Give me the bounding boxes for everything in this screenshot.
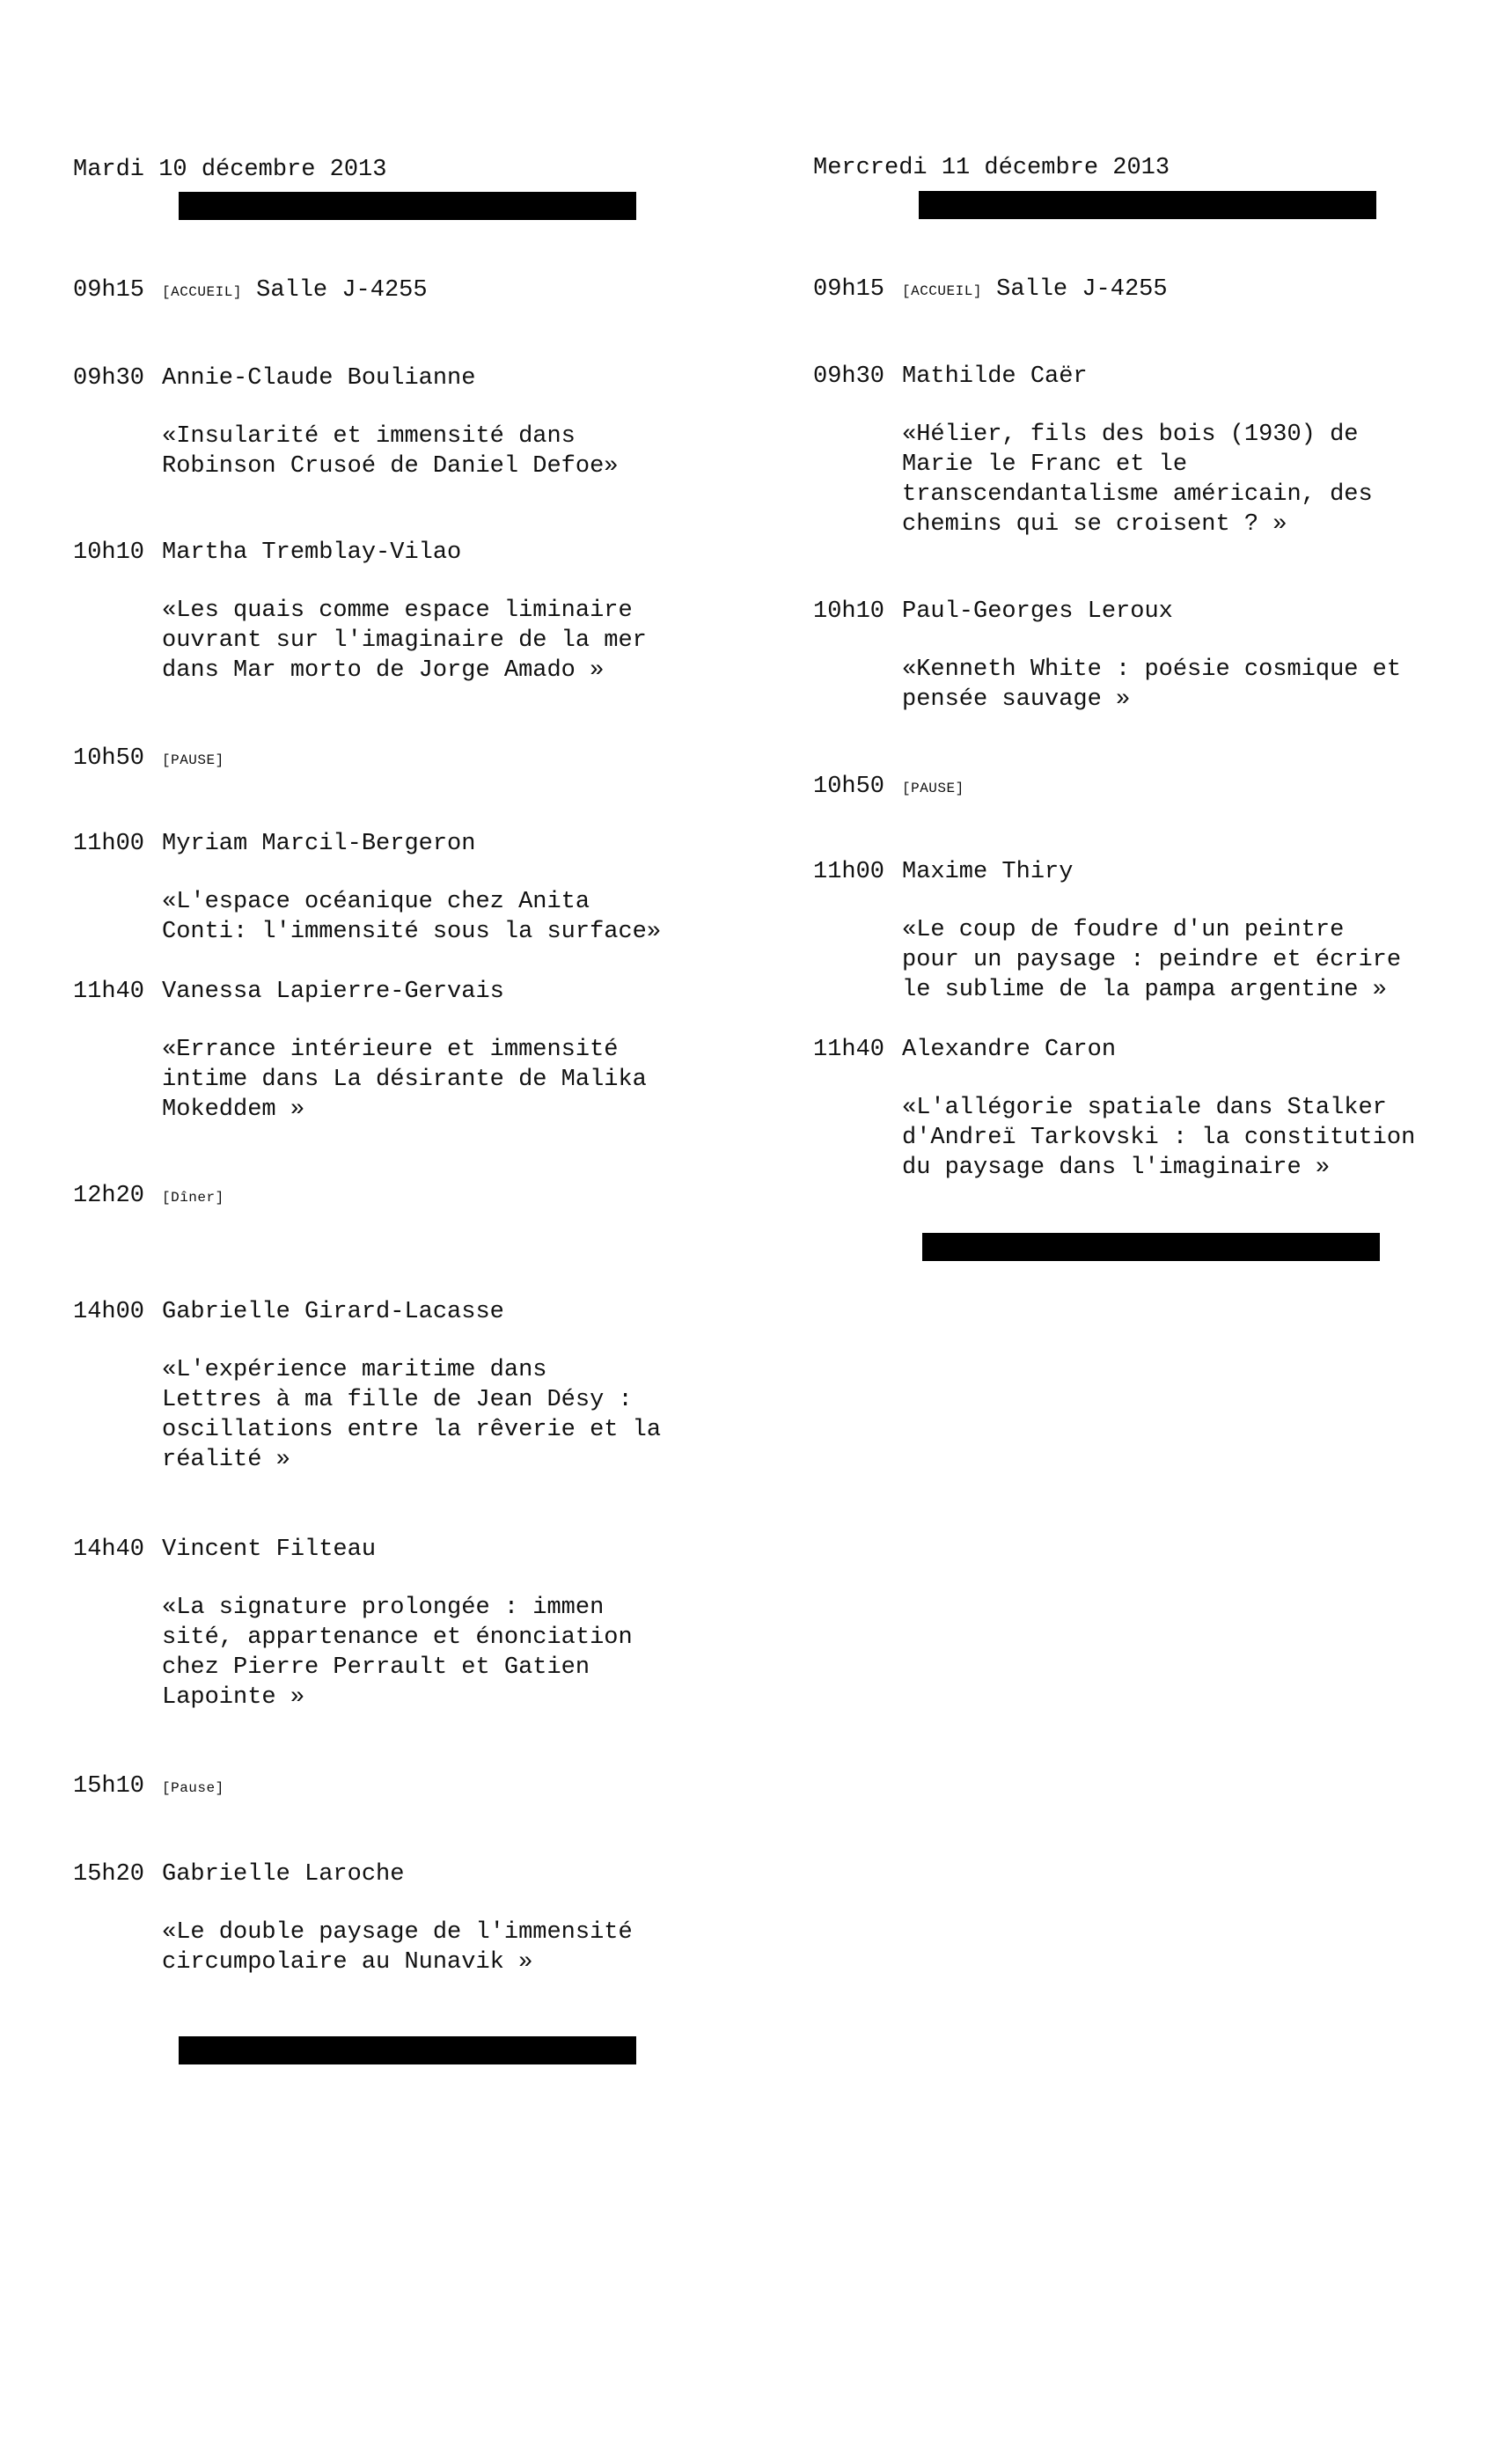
schedule-slot xyxy=(73,744,742,774)
schedule-slot xyxy=(813,597,1482,715)
slot-speaker: Myriam Marcil-Bergeron xyxy=(162,831,476,857)
slot-speaker: Vanessa Lapierre-Gervais xyxy=(162,979,504,1005)
slot-speaker: Paul-Georges Leroux xyxy=(902,598,1173,625)
day-column-wednesday xyxy=(813,0,1482,2464)
slot-time: 15h10 xyxy=(73,1773,145,1800)
slot-speaker: Alexandre Caron xyxy=(902,1037,1117,1063)
schedule-slot xyxy=(73,538,742,686)
slot-time: 11h40 xyxy=(813,1037,885,1063)
heading-bar xyxy=(919,191,1376,219)
schedule-slot xyxy=(73,1859,742,1977)
schedule-slot xyxy=(73,1297,742,1475)
schedule-slot xyxy=(73,829,742,947)
talk-title: «Insularité et immensité dans Robinson Crusoé de Daniel Defoe» xyxy=(162,423,619,480)
schedule-slot xyxy=(73,1535,742,1712)
talk-title: «La signature prolongée : immen sité, appartenance et énonciation chez Pierre Perrault et Gatien Lapointe » xyxy=(162,1595,633,1711)
slot-time: 10h50 xyxy=(813,774,885,800)
schedule-slot xyxy=(73,977,742,1125)
schedule-slot xyxy=(73,1181,742,1211)
slot-time: 10h10 xyxy=(73,539,145,566)
slot-time: 10h50 xyxy=(73,745,145,772)
talk-title: «L'espace océanique chez Anita Conti: l'immensité sous la surface» xyxy=(162,889,662,945)
talk-title: «L'expérience maritime dans Lettres à ma fille de Jean Désy : oscillations entre la rêverie et la réalité » xyxy=(162,1357,662,1473)
slot-time: 11h00 xyxy=(73,831,145,857)
slot-time: 14h00 xyxy=(73,1299,145,1325)
slot-time: 11h40 xyxy=(73,979,145,1005)
schedule-slot xyxy=(813,772,1482,802)
talk-title: «Kenneth White : poésie cosmique et pensée sauvage » xyxy=(902,656,1402,713)
slot-speaker: Vincent Filteau xyxy=(162,1536,377,1563)
slot-time: 10h10 xyxy=(813,598,885,625)
slot-tag: [Pause] xyxy=(162,1780,224,1796)
footer-bar xyxy=(922,1233,1380,1261)
slot-tag: [ACCUEIL] xyxy=(162,284,242,300)
slot-tag: [ACCUEIL] xyxy=(902,283,982,299)
schedule-slot xyxy=(73,1771,742,1801)
talk-title: «Errance intérieure et immensité intime dans La désirante de Malika Mokeddem » xyxy=(162,1037,647,1123)
slot-room: Salle J-4255 xyxy=(996,276,1168,303)
schedule-slot xyxy=(73,363,742,481)
talk-title: «Le coup de foudre d'un peintre pour un paysage : peindre et écrire le sublime de la pampa argentine » xyxy=(902,917,1402,1003)
slot-speaker: Martha Tremblay-Vilao xyxy=(162,539,462,566)
schedule-slot xyxy=(813,857,1482,1005)
slot-speaker: Mathilde Caër xyxy=(902,363,1088,390)
schedule-slot xyxy=(813,362,1482,539)
slot-time: 09h15 xyxy=(73,277,145,304)
slot-tag: [PAUSE] xyxy=(162,752,224,768)
slot-time: 11h00 xyxy=(813,859,885,885)
slot-time: 12h20 xyxy=(73,1183,145,1209)
talk-title: «Les quais comme espace liminaire ouvrant sur l'imaginaire de la mer dans Mar morto de Jorge Amado » xyxy=(162,598,647,684)
talk-title: «Hélier, fils des bois (1930) de Marie le Franc et le transcendantalisme américain, des chemins qui se croisent ? » xyxy=(902,422,1373,538)
slot-speaker: Annie-Claude Boulianne xyxy=(162,365,476,392)
schedule-slot xyxy=(813,1035,1482,1183)
slot-speaker: Maxime Thiry xyxy=(902,859,1074,885)
talk-title: «L'allégorie spatiale dans Stalker d'Andreï Tarkovski : la constitution du paysage dans l'imaginaire » xyxy=(902,1095,1416,1181)
day-column-tuesday xyxy=(73,0,742,2464)
day-heading: Mardi 10 décembre 2013 xyxy=(73,157,387,183)
slot-tag: [PAUSE] xyxy=(902,781,964,796)
schedule-slot xyxy=(813,275,1482,304)
footer-bar xyxy=(179,2036,636,2064)
slot-time: 15h20 xyxy=(73,1861,145,1888)
slot-room: Salle J-4255 xyxy=(256,277,428,304)
schedule-slot xyxy=(73,275,742,305)
heading-bar xyxy=(179,192,636,220)
slot-tag: [Dîner] xyxy=(162,1190,224,1206)
slot-speaker: Gabrielle Laroche xyxy=(162,1861,405,1888)
slot-speaker: Gabrielle Girard-Lacasse xyxy=(162,1299,504,1325)
day-heading: Mercredi 11 décembre 2013 xyxy=(813,155,1170,181)
slot-time: 09h30 xyxy=(813,363,885,390)
talk-title: «Le double paysage de l'immensité circumpolaire au Nunavik » xyxy=(162,1919,633,1976)
slot-time: 09h15 xyxy=(813,276,885,303)
slot-time: 09h30 xyxy=(73,365,145,392)
slot-time: 14h40 xyxy=(73,1536,145,1563)
